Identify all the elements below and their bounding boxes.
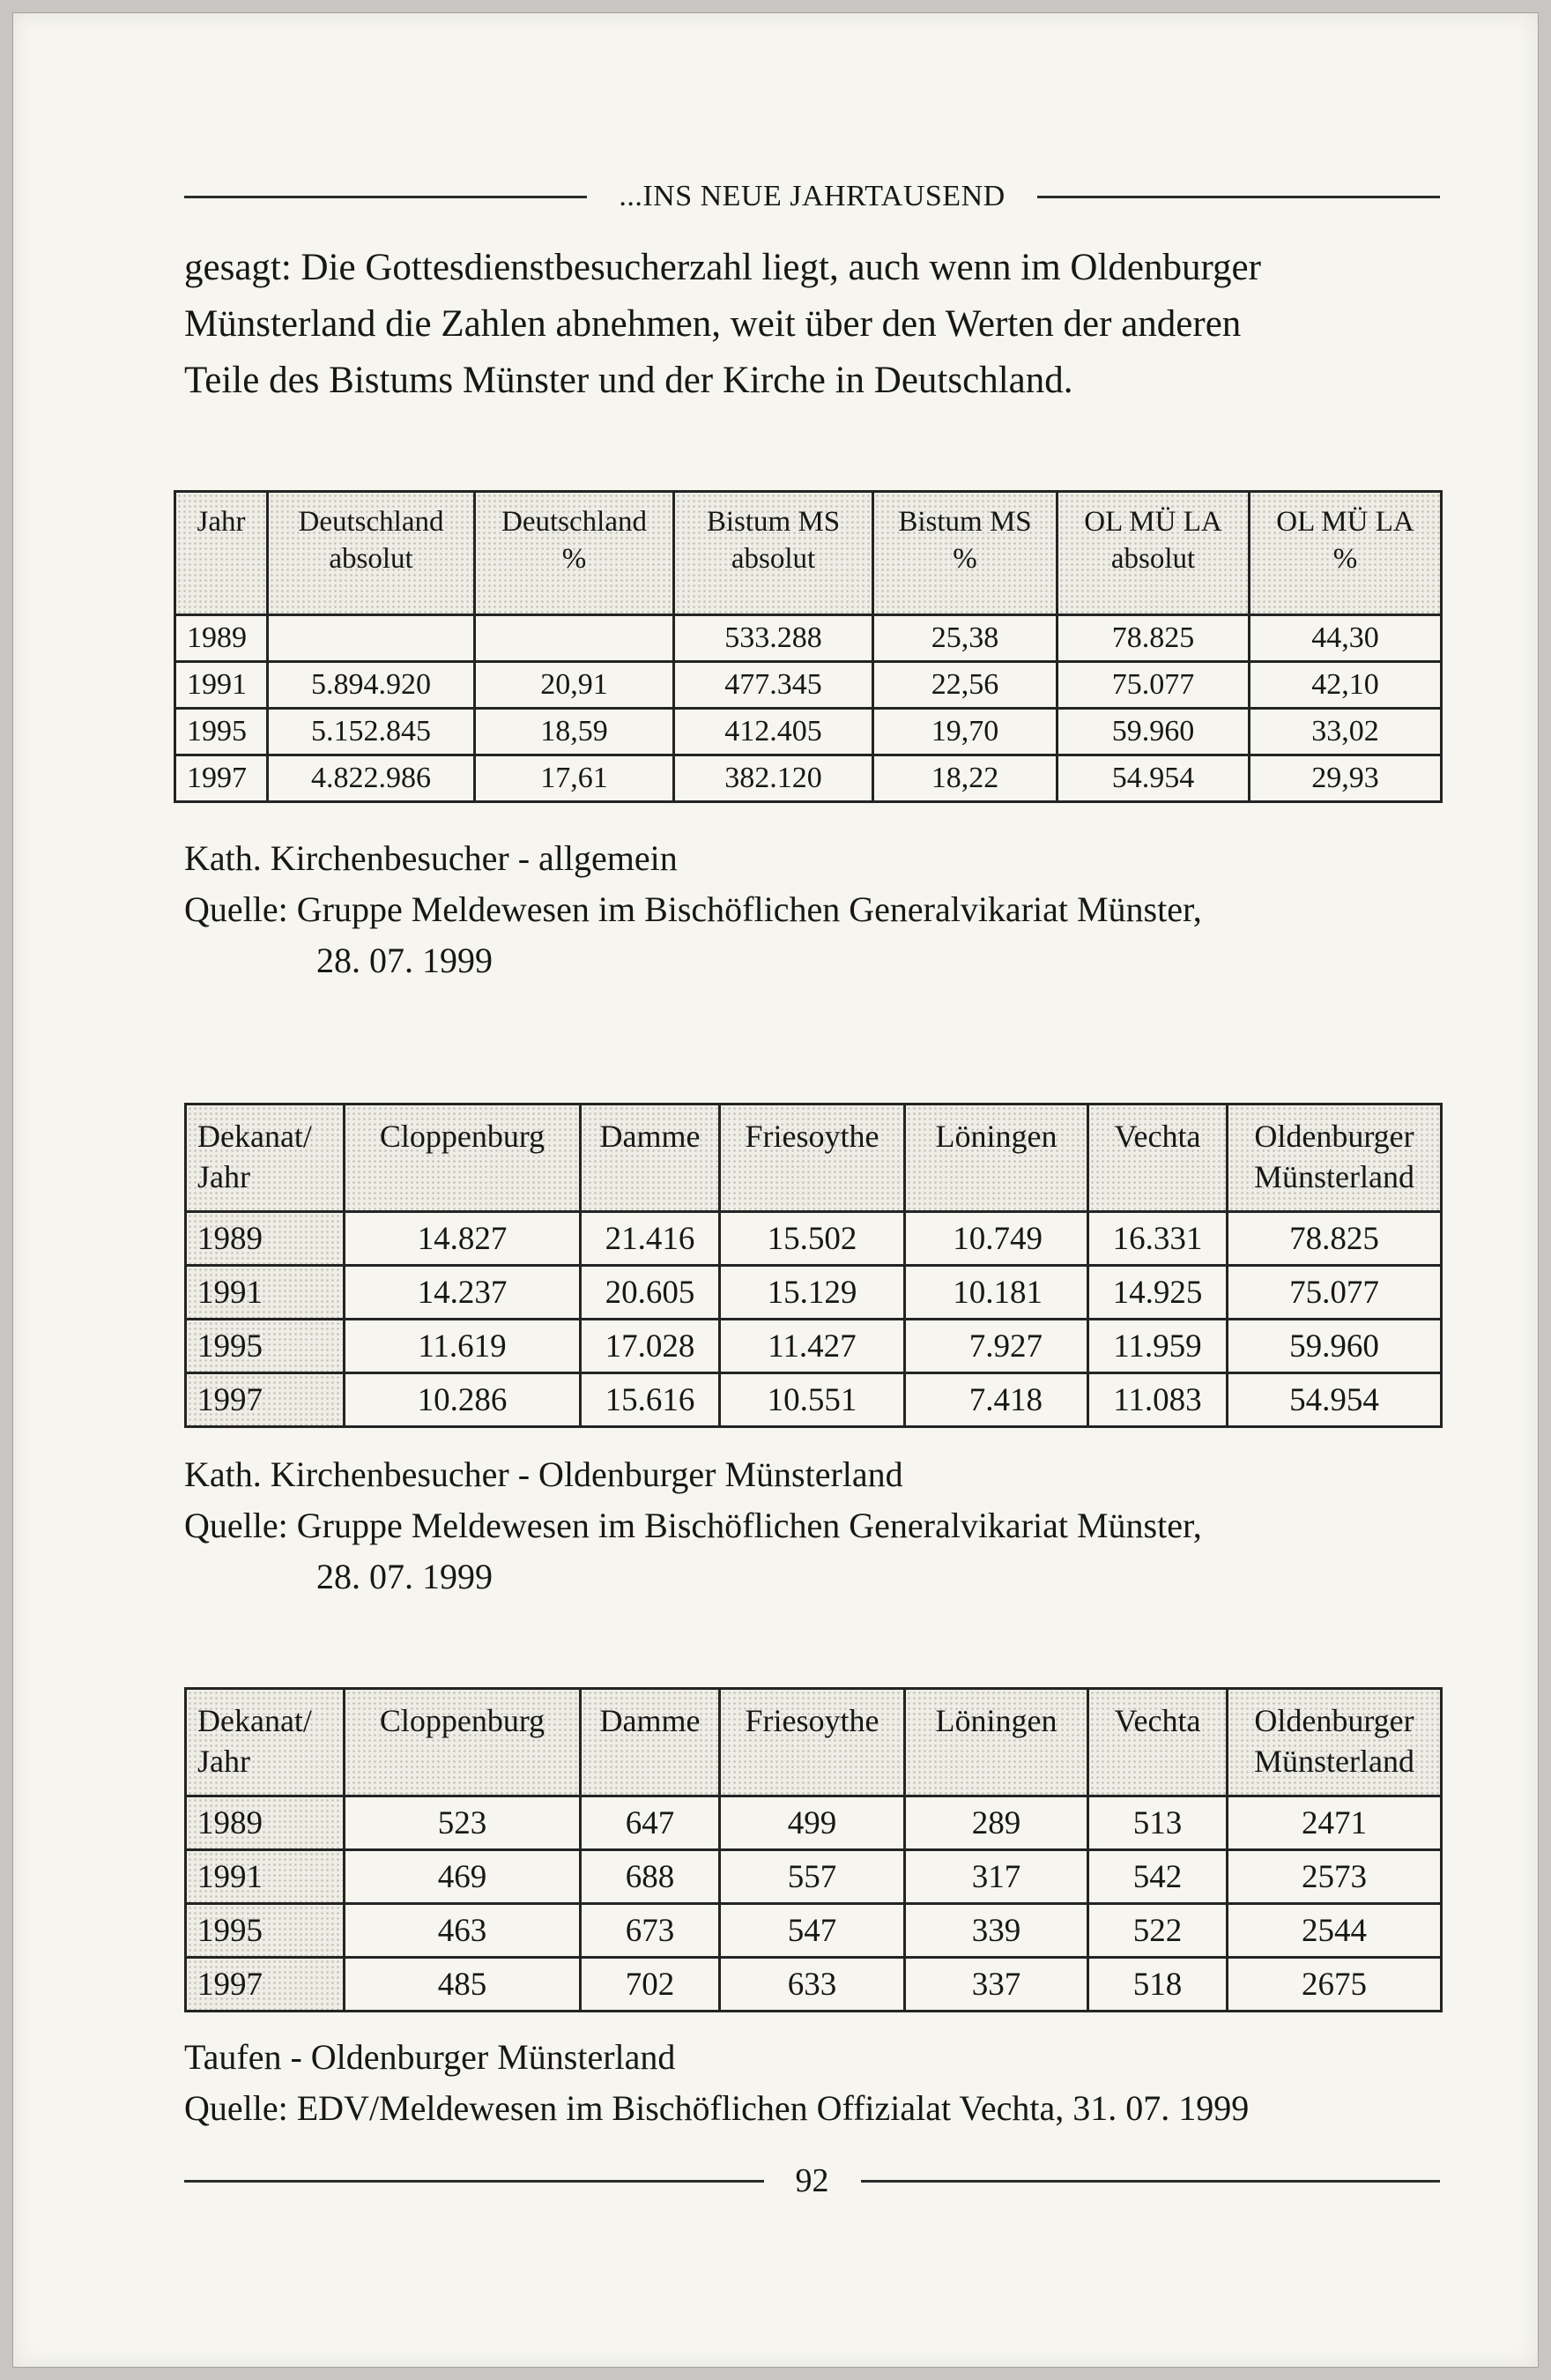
table-cell: 11.619 bbox=[345, 1320, 581, 1373]
footer-rule-right bbox=[861, 2180, 1441, 2183]
column-header-friesoythe bbox=[720, 1689, 905, 1796]
table-cell: 702 bbox=[581, 1958, 720, 2012]
table-cell: 78.825 bbox=[1228, 1212, 1442, 1266]
column-header-vechta bbox=[1088, 1689, 1228, 1796]
caption-title: Kath. Kirchenbesucher - Oldenburger Münsterland bbox=[184, 1454, 903, 1494]
table-cell: 412.405 bbox=[674, 709, 873, 755]
table-cell: 33,02 bbox=[1250, 709, 1442, 755]
table-cell: 469 bbox=[345, 1850, 581, 1904]
caption-source-date: 28. 07. 1999 bbox=[316, 1557, 493, 1596]
table-row bbox=[186, 1796, 1442, 1850]
table-cell: 477.345 bbox=[674, 662, 873, 709]
caption-source: Quelle: EDV/Meldewesen im Bischöflichen Offizialat Vechta, 31. 07. 1999 bbox=[184, 2088, 1250, 2128]
column-header-line1: Damme bbox=[599, 1703, 701, 1738]
table-cell: 2544 bbox=[1228, 1904, 1442, 1958]
header-rule-left bbox=[184, 196, 587, 198]
table-cell: 25,38 bbox=[873, 615, 1058, 662]
caption-baptisms-om bbox=[184, 2032, 1440, 2134]
caption-church-visitors-om bbox=[184, 1449, 1440, 1603]
column-header-line1: Vechta bbox=[1114, 1119, 1201, 1154]
table-cell-year: 1995 bbox=[175, 709, 268, 755]
column-header-line1: Löningen bbox=[935, 1119, 1058, 1154]
table-cell: 499 bbox=[720, 1796, 905, 1850]
table-cell: 44,30 bbox=[1250, 615, 1442, 662]
table-cell: 339 bbox=[905, 1904, 1088, 1958]
column-header-friesoythe bbox=[720, 1104, 905, 1212]
table-cell: 7.927 bbox=[905, 1320, 1088, 1373]
table-cell: 533.288 bbox=[674, 615, 873, 662]
body-paragraph bbox=[184, 240, 1440, 409]
column-header-line1: Löningen bbox=[935, 1703, 1058, 1738]
footer-rule-left bbox=[184, 2180, 764, 2183]
table-cell: 633 bbox=[720, 1958, 905, 2012]
table-cell: 54.954 bbox=[1058, 755, 1250, 802]
paragraph-line: Münsterland die Zahlen abnehmen, weit über den Werten der anderen bbox=[184, 303, 1242, 345]
table-cell: 18,22 bbox=[873, 755, 1058, 802]
table-cell: 14.827 bbox=[345, 1212, 581, 1266]
table-cell: 29,93 bbox=[1250, 755, 1442, 802]
table-baptisms-om bbox=[184, 1687, 1443, 2012]
table-cell: 382.120 bbox=[674, 755, 873, 802]
table-cell: 10.286 bbox=[345, 1373, 581, 1427]
table-cell: 15.502 bbox=[720, 1212, 905, 1266]
column-header-line2: % bbox=[953, 543, 977, 575]
table-cell: 54.954 bbox=[1228, 1373, 1442, 1427]
paragraph-line: Teile des Bistums Münster und der Kirche in Deutschland. bbox=[184, 360, 1073, 401]
table-row bbox=[175, 709, 1442, 755]
table-cell: 2573 bbox=[1228, 1850, 1442, 1904]
caption-source: Quelle: Gruppe Meldewesen im Bischöflichen Generalvikariat Münster, bbox=[184, 1506, 1202, 1545]
column-header-line1: Bistum MS bbox=[898, 506, 1032, 538]
column-header-line1: Cloppenburg bbox=[379, 1703, 545, 1738]
table-cell: 59.960 bbox=[1058, 709, 1250, 755]
table-cell-year: 1991 bbox=[175, 662, 268, 709]
column-header-bistum-ms-absolut bbox=[674, 492, 873, 615]
table-cell-year: 1997 bbox=[186, 1373, 345, 1427]
table-row bbox=[186, 1958, 1442, 2012]
table-cell: 2471 bbox=[1228, 1796, 1442, 1850]
table-church-visitors-om bbox=[184, 1103, 1443, 1428]
caption-title: Taufen - Oldenburger Münsterland bbox=[184, 2037, 676, 2077]
table-cell: 522 bbox=[1088, 1904, 1228, 1958]
table-row bbox=[186, 1266, 1442, 1320]
caption-source: Quelle: Gruppe Meldewesen im Bischöflichen Generalvikariat Münster, bbox=[184, 889, 1202, 929]
column-header-jahr bbox=[175, 492, 268, 615]
table-cell: 20,91 bbox=[475, 662, 674, 709]
caption-church-visitors-general bbox=[184, 833, 1440, 986]
column-header-line1: Bistum MS bbox=[706, 506, 841, 538]
table-cell: 317 bbox=[905, 1850, 1088, 1904]
column-header-dekanat-jahr bbox=[186, 1104, 345, 1212]
table-cell: 10.749 bbox=[905, 1212, 1088, 1266]
column-header-line1: Deutschland bbox=[298, 506, 444, 538]
table-cell: 485 bbox=[345, 1958, 581, 2012]
column-header-line2: Jahr bbox=[197, 1744, 250, 1779]
table-cell-year: 1997 bbox=[175, 755, 268, 802]
column-header-line1: Oldenburger bbox=[1254, 1703, 1414, 1738]
table-cell: 513 bbox=[1088, 1796, 1228, 1850]
column-header-line2: % bbox=[1332, 543, 1358, 575]
column-header-cloppenburg bbox=[345, 1104, 581, 1212]
column-header-line2: absolut bbox=[329, 543, 413, 575]
column-header-line2: % bbox=[561, 543, 587, 575]
table-church-visitors-general bbox=[174, 490, 1443, 803]
table-cell: 11.083 bbox=[1088, 1373, 1228, 1427]
table-row bbox=[186, 1850, 1442, 1904]
table-header-row bbox=[186, 1689, 1442, 1796]
table-cell: 42,10 bbox=[1250, 662, 1442, 709]
table-cell: 4.822.986 bbox=[268, 755, 475, 802]
column-header-line1: Oldenburger bbox=[1254, 1119, 1414, 1154]
column-header-line1: Cloppenburg bbox=[379, 1119, 545, 1154]
table-cell: 518 bbox=[1088, 1958, 1228, 2012]
table-cell: 5.152.845 bbox=[268, 709, 475, 755]
caption-title: Kath. Kirchenbesucher - allgemein bbox=[184, 838, 678, 878]
table-row bbox=[175, 662, 1442, 709]
table-cell: 17.028 bbox=[581, 1320, 720, 1373]
table-header-row bbox=[186, 1104, 1442, 1212]
table-cell-year: 1989 bbox=[186, 1212, 345, 1266]
column-header-line1: Friesoythe bbox=[745, 1703, 879, 1738]
column-header-oldenburger-muensterland bbox=[1228, 1689, 1442, 1796]
column-header-vechta bbox=[1088, 1104, 1228, 1212]
table-row bbox=[175, 615, 1442, 662]
column-header-oldenburger-muensterland bbox=[1228, 1104, 1442, 1212]
column-header-ol-mu-la-absolut bbox=[1058, 492, 1250, 615]
table-cell: 20.605 bbox=[581, 1266, 720, 1320]
scanned-page bbox=[12, 12, 1539, 2368]
table-row bbox=[186, 1320, 1442, 1373]
running-header bbox=[184, 178, 1440, 215]
column-header-line2: Münsterland bbox=[1254, 1159, 1414, 1194]
column-header-line1: Dekanat/ bbox=[197, 1119, 312, 1154]
table-cell: 673 bbox=[581, 1904, 720, 1958]
column-header-loeningen bbox=[905, 1104, 1088, 1212]
page-content bbox=[184, 12, 1440, 2201]
table-row bbox=[186, 1373, 1442, 1427]
table-row bbox=[175, 755, 1442, 802]
paragraph-line: gesagt: Die Gottesdienstbesucherzahl liegt, auch wenn im Oldenburger bbox=[184, 247, 1261, 288]
table-cell: 688 bbox=[581, 1850, 720, 1904]
column-header-line1: Vechta bbox=[1114, 1703, 1201, 1738]
table-cell: 16.331 bbox=[1088, 1212, 1228, 1266]
table-cell: 5.894.920 bbox=[268, 662, 475, 709]
table-cell: 7.418 bbox=[905, 1373, 1088, 1427]
table-cell: 14.237 bbox=[345, 1266, 581, 1320]
column-header-line1: OL MÜ LA bbox=[1084, 506, 1222, 538]
running-header-title: ...INS NEUE JAHRTAUSEND bbox=[619, 180, 1006, 212]
table-cell: 10.551 bbox=[720, 1373, 905, 1427]
table-cell-year: 1997 bbox=[186, 1958, 345, 2012]
table-cell: 11.427 bbox=[720, 1320, 905, 1373]
table-header-row bbox=[175, 492, 1442, 615]
table-cell-year: 1991 bbox=[186, 1266, 345, 1320]
table-cell: 523 bbox=[345, 1796, 581, 1850]
table-row bbox=[186, 1904, 1442, 1958]
column-header-damme bbox=[581, 1689, 720, 1796]
table-cell bbox=[268, 615, 475, 662]
table-cell: 59.960 bbox=[1228, 1320, 1442, 1373]
page-number: 92 bbox=[795, 2162, 829, 2199]
table-cell: 22,56 bbox=[873, 662, 1058, 709]
column-header-ol-mu-la-prozent bbox=[1250, 492, 1442, 615]
table-cell: 75.077 bbox=[1058, 662, 1250, 709]
page-footer bbox=[184, 2161, 1440, 2201]
column-header-loeningen bbox=[905, 1689, 1088, 1796]
table-cell: 15.616 bbox=[581, 1373, 720, 1427]
table-cell: 289 bbox=[905, 1796, 1088, 1850]
column-header-line1: Deutschland bbox=[501, 506, 647, 538]
table-cell bbox=[475, 615, 674, 662]
column-header-line2: Münsterland bbox=[1254, 1744, 1414, 1779]
column-header-cloppenburg bbox=[345, 1689, 581, 1796]
column-header-dekanat-jahr bbox=[186, 1689, 345, 1796]
column-header-damme bbox=[581, 1104, 720, 1212]
table-cell: 337 bbox=[905, 1958, 1088, 2012]
table-cell-year: 1995 bbox=[186, 1320, 345, 1373]
column-header-deutschland-prozent bbox=[475, 492, 674, 615]
table-cell: 19,70 bbox=[873, 709, 1058, 755]
column-header-bistum-ms-prozent bbox=[873, 492, 1058, 615]
table-cell: 14.925 bbox=[1088, 1266, 1228, 1320]
table-cell: 557 bbox=[720, 1850, 905, 1904]
column-header-deutschland-absolut bbox=[268, 492, 475, 615]
table-row bbox=[186, 1212, 1442, 1266]
column-header-line1: Damme bbox=[599, 1119, 701, 1154]
header-rule-right bbox=[1037, 196, 1440, 198]
table-cell-year: 1995 bbox=[186, 1904, 345, 1958]
table-cell: 10.181 bbox=[905, 1266, 1088, 1320]
table-cell: 547 bbox=[720, 1904, 905, 1958]
table-cell: 75.077 bbox=[1228, 1266, 1442, 1320]
table-cell: 647 bbox=[581, 1796, 720, 1850]
table-cell: 542 bbox=[1088, 1850, 1228, 1904]
column-header-line1: OL MÜ LA bbox=[1276, 506, 1414, 538]
column-header-line1: Jahr bbox=[197, 506, 246, 538]
table-cell: 18,59 bbox=[475, 709, 674, 755]
table-cell: 21.416 bbox=[581, 1212, 720, 1266]
column-header-line2: absolut bbox=[731, 543, 816, 575]
column-header-line2: absolut bbox=[1110, 543, 1196, 575]
column-header-line2: Jahr bbox=[197, 1159, 250, 1194]
table-cell: 463 bbox=[345, 1904, 581, 1958]
table-cell: 78.825 bbox=[1058, 615, 1250, 662]
table-cell-year: 1989 bbox=[175, 615, 268, 662]
caption-source-date: 28. 07. 1999 bbox=[316, 941, 493, 980]
column-header-line1: Dekanat/ bbox=[197, 1703, 312, 1738]
table-cell: 15.129 bbox=[720, 1266, 905, 1320]
column-header-line1: Friesoythe bbox=[745, 1119, 879, 1154]
table-cell-year: 1991 bbox=[186, 1850, 345, 1904]
table-cell: 11.959 bbox=[1088, 1320, 1228, 1373]
table-cell-year: 1989 bbox=[186, 1796, 345, 1850]
table-cell: 2675 bbox=[1228, 1958, 1442, 2012]
table-cell: 17,61 bbox=[475, 755, 674, 802]
